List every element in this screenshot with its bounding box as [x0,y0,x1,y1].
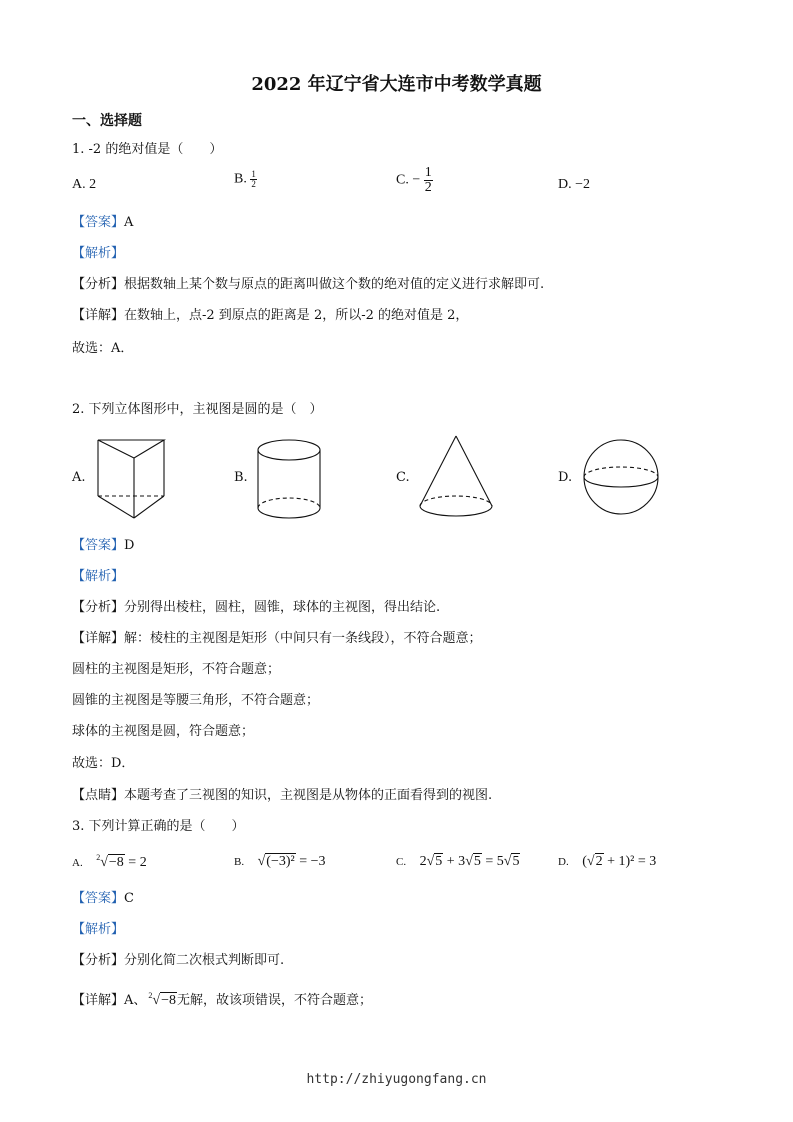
q3-detail-suffix: 无解，故该项错误，不符合题意； [177,993,373,1008]
q3-analysis-tag: 【解析】 [72,922,125,937]
q3-option-b-label: B. [234,856,245,868]
q1-option-c-sign: − [412,172,421,188]
q1-option-c-numerator: 1 [424,165,432,180]
q1-option-c-denominator: 2 [424,180,432,195]
q3-stem: 3. 下列计算正确的是（ ） [72,819,245,834]
q2-option-a-label: A. [72,470,86,485]
radical-icon: √ [100,855,108,870]
q1-option-c [396,166,433,195]
q2-conclusion: 故选：D． [72,756,135,771]
q3-option-a-label: A. [72,857,83,869]
q1-answer [72,215,133,231]
q1-detail-text: 在数轴上，点-2 到原点的距离是 2，所以-2 的绝对值是 2， [124,308,469,323]
detail-tag: 【详解】 [72,993,125,1008]
radical-icon: √ [503,854,512,869]
fenxi-tag: 【分析】 [72,600,125,615]
q3-option-d-label: D. [558,856,569,868]
detail-tag: 【详解】 [72,631,125,646]
q3-option-c [396,853,520,870]
q3-option-c-rad-1: 5 [435,854,443,869]
q3-option-d-close: + 1)² = 3 [603,854,657,869]
q1-option-b-denominator: 2 [251,179,256,189]
section-heading: 一、选择题 [72,113,142,129]
q1-option-c-label: C. [396,172,409,188]
q3-option-a-index: 2 [96,853,101,862]
q2-answer-value: D [124,538,135,553]
answer-tag: 【答案】 [72,891,125,906]
radical-icon: √ [586,854,595,869]
q1-fenxi [72,277,544,293]
q2-comment-text: 本题考查了三视图的知识，主视图是从物体的正面看得到的视图. [124,788,493,803]
q1-answer-value: A [124,215,134,230]
q2-detail-line-3: 圆锥的主视图是等腰三角形，不符合题意； [72,693,320,708]
q1-option-d [558,177,590,193]
q3-option-c-coef-2: + 3 [443,854,466,869]
q3-fenxi-text: 分别化简二次根式判断即可. [124,953,285,968]
radical-icon: √ [465,854,473,869]
fenxi-tag: 【分析】 [72,953,125,968]
triangular-prism-figure [96,438,168,520]
q3-option-c-coef-3: = 5 [481,854,504,869]
radical-icon: √ [257,854,266,869]
q2-detail-text: 解：棱柱的主视图是矩形（中间只有一条线段），不符合题意； [124,631,482,646]
fenxi-tag: 【分析】 [72,277,125,292]
q2-detail [72,631,482,647]
q2-analysis-tag: 【解析】 [72,569,125,584]
radical-icon: √ [426,854,435,869]
q3-option-d [558,853,656,870]
q1-option-b-numerator: 1 [251,169,256,179]
q3-fenxi [72,953,284,969]
q3-detail-prefix: A、 [124,993,147,1008]
cone-figure [418,434,494,520]
sphere-figure [582,438,662,518]
q1-analysis-tag: 【解析】 [72,246,125,261]
q1-stem: 1. -2 的绝对值是（ ） [72,142,223,157]
answer-tag: 【答案】 [72,538,125,553]
q2-option-c-label: C. [396,470,410,485]
q3-option-c-rad-3: 5 [512,854,520,869]
q2-detail-line-4: 球体的主视图是圆，符合题意； [72,724,255,739]
comment-tag: 【点睛】 [72,788,125,803]
q1-option-b-label: B. [234,171,247,187]
q2-stem: 2. 下列立体图形中，主视图是圆的是（ ） [72,402,323,417]
q3-answer [72,891,134,907]
page-title: 2022 年辽宁省大连市中考数学真题 [251,74,542,95]
q3-option-b [234,853,326,870]
q3-detail [72,988,372,1009]
q3-option-a-rhs: = 2 [124,855,147,870]
q2-fenxi [72,600,440,616]
q1-detail [72,308,468,324]
q3-option-d-open: ( [582,854,587,869]
q3-option-d-radicand: 2 [595,854,603,869]
q3-option-c-rad-2: 5 [473,854,481,869]
q3-option-b-rhs: = −3 [295,854,326,869]
q3-option-c-label: C. [396,856,407,868]
q3-option-c-coef-1: 2 [419,854,427,869]
q2-option-b-label: B. [234,470,248,485]
q2-answer [72,538,134,554]
q1-option-d-label: D. [558,177,572,192]
q1-fenxi-text: 根据数轴上某个数与原点的距离叫做这个数的绝对值的定义进行求解即可. [124,277,545,292]
q1-option-a: A. 2 [72,177,97,192]
q3-option-a [72,853,147,871]
q1-option-c-fraction [424,166,433,195]
q3-detail-radicand: −8 [161,993,176,1008]
answer-tag: 【答案】 [72,215,125,230]
q1-conclusion: 故选：A． [72,341,134,356]
q1-option-d-value: −2 [575,177,591,192]
radical-icon: √ [152,993,161,1008]
q3-option-b-radicand: (−3)² [266,854,295,869]
q2-detail-line-2: 圆柱的主视图是矩形，不符合题意； [72,662,281,677]
q2-comment [72,788,492,804]
cylinder-figure [256,438,324,520]
q1-option-b [234,170,257,189]
q3-answer-value: C [124,891,134,906]
footer-url[interactable]: http://zhiyugongfang.cn [306,1072,487,1087]
q2-fenxi-text: 分别得出棱柱，圆柱，圆锥，球体的主视图，得出结论. [124,600,441,615]
detail-tag: 【详解】 [72,308,125,323]
q1-option-b-fraction [250,170,257,189]
q2-option-d-label: D. [558,470,573,485]
q3-option-a-radicand: −8 [108,855,124,870]
q3-detail-index: 2 [148,991,153,1000]
